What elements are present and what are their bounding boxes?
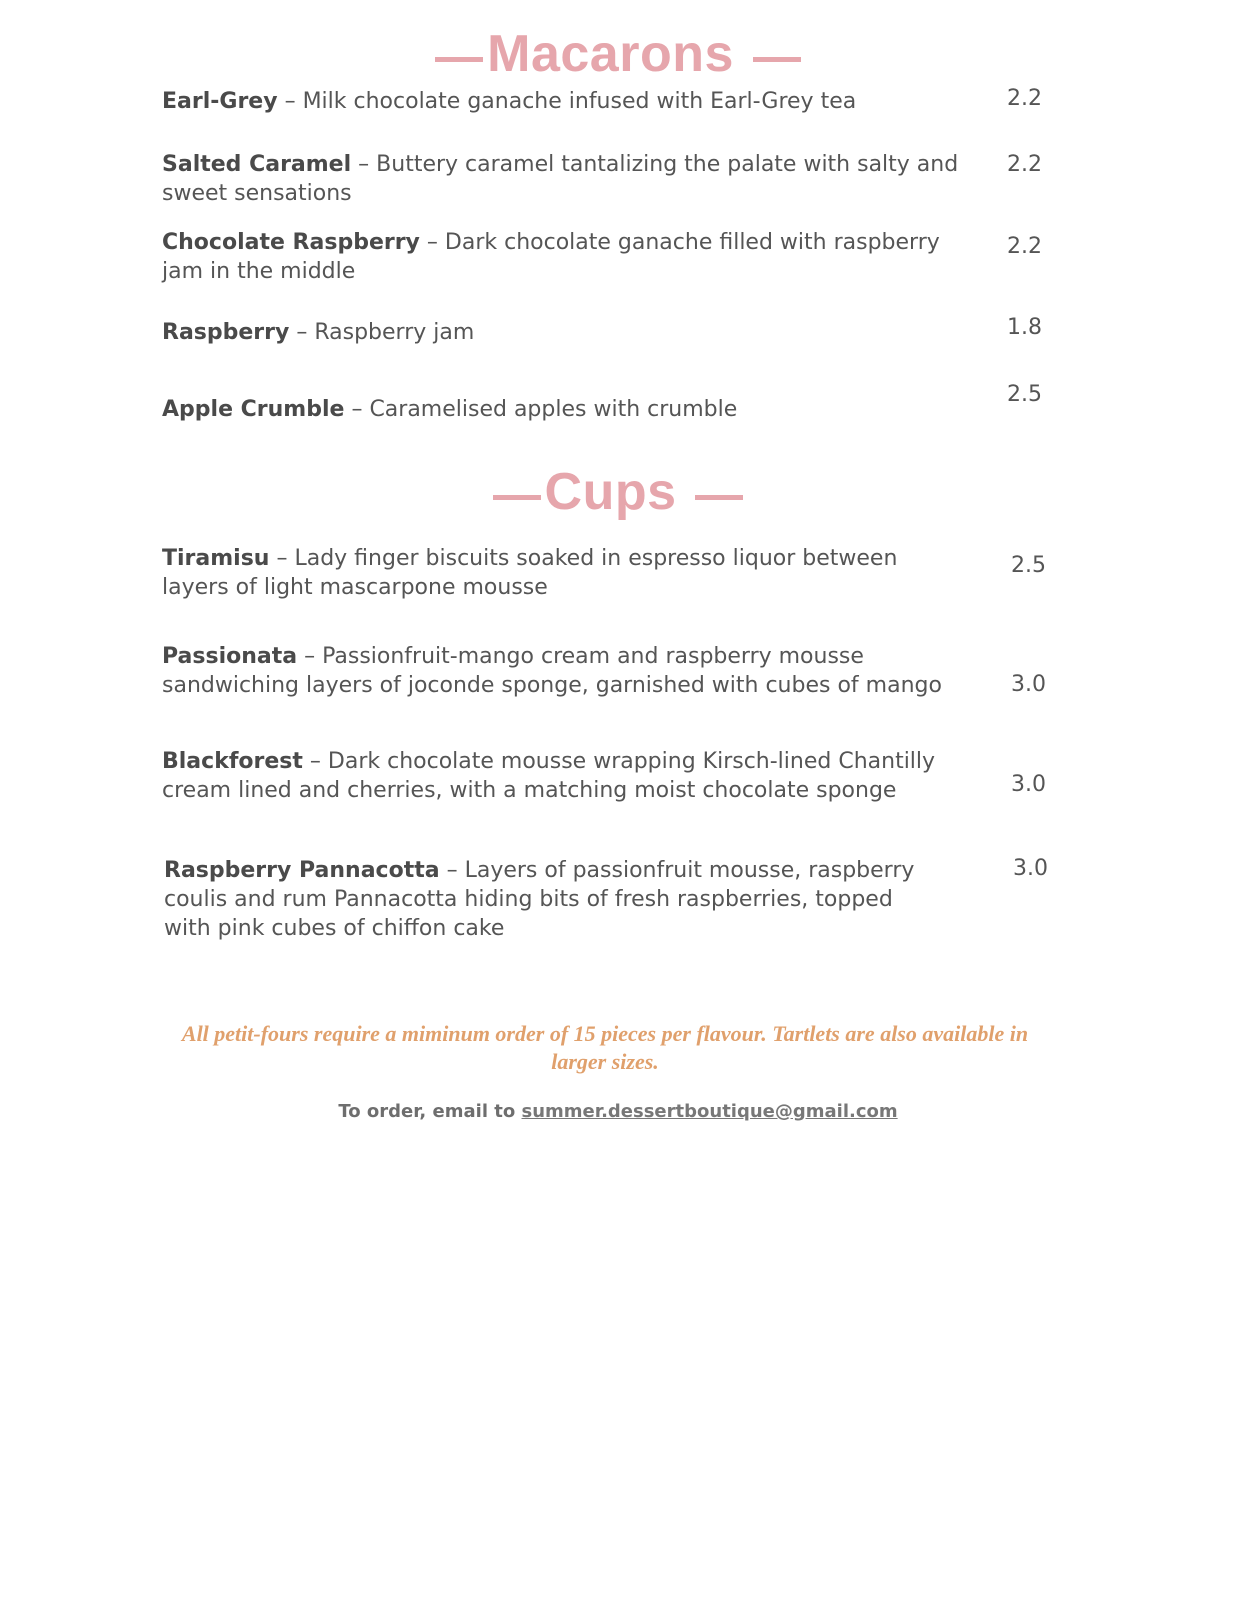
menu-item-raspberry-pannacotta: Raspberry Pannacotta – Layers of passionfruit mousse, raspberry coulis and rum Pannacotta hiding bits of fresh raspberries, topped with pink cubes of chiffon cake <box>164 858 915 941</box>
heading-dash-right <box>695 495 743 500</box>
item-price: 2.5 <box>1007 382 1042 407</box>
cups-heading <box>0 462 1236 522</box>
item-price: 3.0 <box>1013 856 1048 881</box>
menu-item-chocolate-raspberry: Chocolate Raspberry – Dark chocolate ganache filled with raspberry jam in the middle <box>162 230 940 284</box>
item-name: Blackforest <box>162 749 303 774</box>
menu-item-passionata: Passionata – Passionfruit-mango cream and raspberry mousse sandwiching layers of joconde sponge, garnished with cubes of mango <box>162 644 942 698</box>
item-name: Earl-Grey <box>162 89 278 114</box>
menu-item-blackforest: Blackforest – Dark chocolate mousse wrapping Kirsch-lined Chantilly cream lined and cherries, with a matching moist chocolate sponge <box>162 749 936 803</box>
item-price: 2.2 <box>1007 86 1042 111</box>
item-description: Dark chocolate mousse wrapping Kirsch-lined Chantilly cream lined and cherries, with a matching moist chocolate sponge <box>162 749 936 803</box>
item-price: 3.0 <box>1011 672 1046 697</box>
contact-prefix: To order, email to <box>338 1101 516 1122</box>
macarons-heading <box>0 24 1236 84</box>
item-name: Salted Caramel <box>162 152 352 177</box>
cups-title: Cups <box>544 463 677 521</box>
email-link[interactable]: summer.dessertboutique@gmail.com <box>521 1101 898 1122</box>
menu-item-apple-crumble: Apple Crumble – Caramelised apples with crumble <box>162 397 738 422</box>
item-description: Milk chocolate ganache infused with Earl-Grey tea <box>302 89 857 114</box>
order-note: All petit-fours require a miminum order of 15 pieces per flavour. Tartlets are also available in larger sizes. <box>181 1021 1029 1074</box>
item-description: Layers of passionfruit mousse, raspberry coulis and rum Pannacotta hiding bits of fresh raspberries, topped with pink cubes of chiffon cake <box>164 858 915 941</box>
item-name: Passionata <box>162 644 298 669</box>
heading-dash-left <box>493 495 541 500</box>
item-description: Lady finger biscuits soaked in espresso liquor between layers of light mascarpone mousse <box>162 546 898 600</box>
heading-dash-right <box>753 57 801 62</box>
contact-line <box>0 1101 1236 1122</box>
item-price: 2.2 <box>1007 234 1042 259</box>
menu-item-earl-grey: Earl-Grey – Milk chocolate ganache infused with Earl-Grey tea <box>162 89 857 114</box>
item-name: Apple Crumble <box>162 397 345 422</box>
menu-item-raspberry: Raspberry – Raspberry jam <box>162 320 475 345</box>
item-price: 1.8 <box>1007 315 1042 340</box>
item-name: Raspberry Pannacotta <box>164 858 440 883</box>
macarons-title: Macarons <box>487 25 734 83</box>
item-name: Raspberry <box>162 320 290 345</box>
item-name: Tiramisu <box>162 546 270 571</box>
item-price: 2.5 <box>1011 553 1046 578</box>
item-name: Chocolate Raspberry <box>162 230 420 255</box>
menu-item-tiramisu: Tiramisu – Lady finger biscuits soaked in espresso liquor between layers of light mascarpone mousse <box>162 546 898 600</box>
heading-dash-left <box>435 57 483 62</box>
item-description: Buttery caramel tantalizing the palate with salty and sweet sensations <box>162 152 959 206</box>
item-description: Caramelised apples with crumble <box>369 397 738 422</box>
item-description: Dark chocolate ganache filled with raspberry jam in the middle <box>162 230 940 284</box>
item-description: Passionfruit-mango cream and raspberry mousse sandwiching layers of joconde sponge, garnished with cubes of mango <box>162 644 942 698</box>
menu-item-salted-caramel: Salted Caramel – Buttery caramel tantalizing the palate with salty and sweet sensations <box>162 152 959 206</box>
item-price: 2.2 <box>1007 152 1042 177</box>
item-description: Raspberry jam <box>314 320 475 345</box>
item-price: 3.0 <box>1011 772 1046 797</box>
